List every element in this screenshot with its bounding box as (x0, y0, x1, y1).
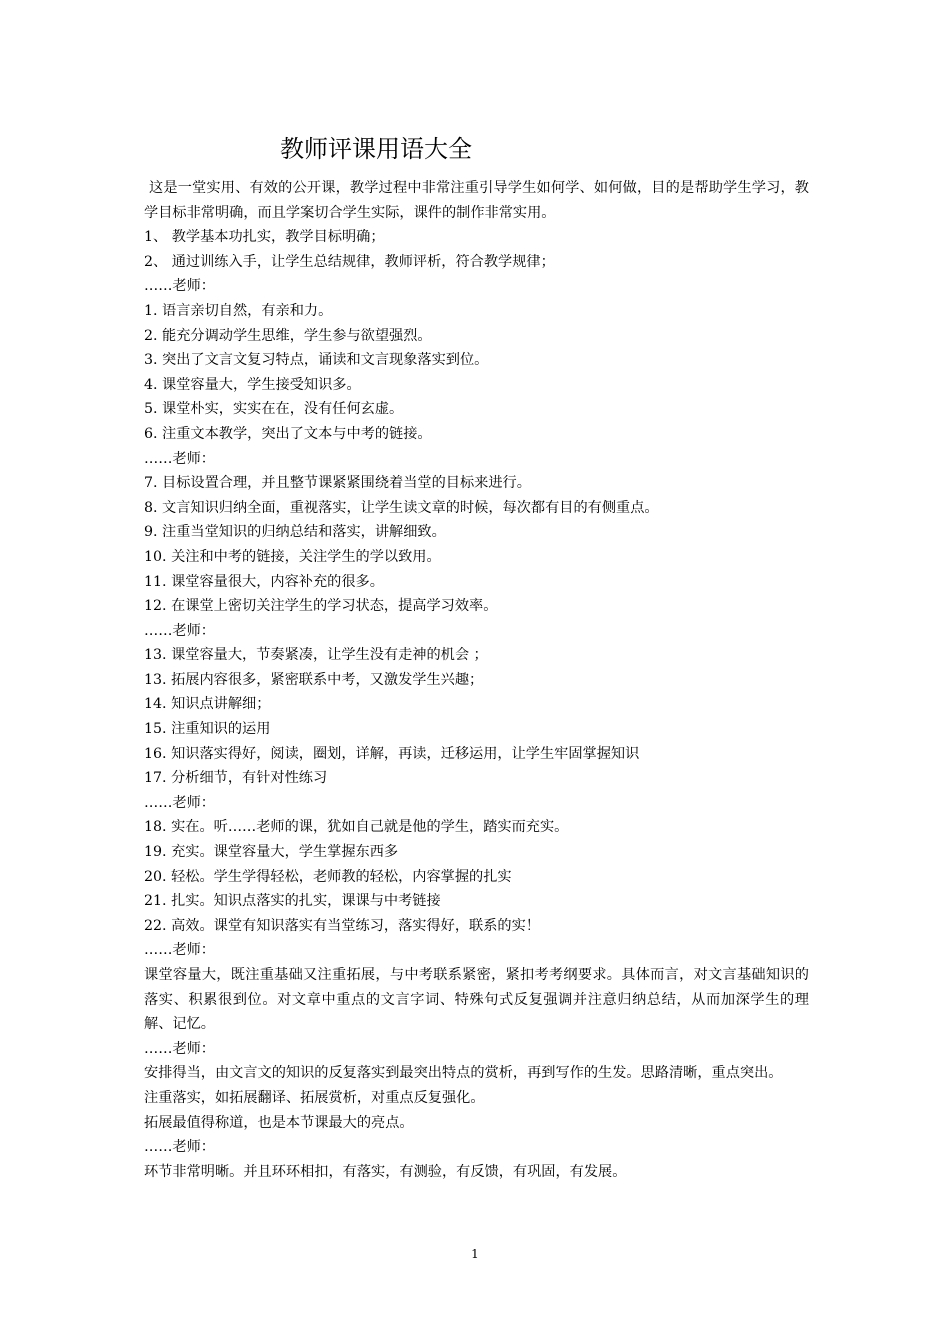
list-item: 14. 知识点讲解细； (144, 696, 271, 713)
page-number: 1 (471, 1247, 479, 1261)
intro-paragraph: 这是一堂实用、有效的公开课，教学过程中非常注重引导学生如何学、如何做，目的是帮助学生学习，教学目标非常明确，而且学案切合学生实际，课件的制作非常实用。 (144, 180, 809, 221)
paragraph-a: 课堂容量大，既注重基础又注重拓展，与中考联系紧密，紧扣考考纲要求。具体而言，对文言基础知识的落实、积累很到位。对文章中重点的文言字词、特殊句式反复强调并注意归纳总结，从而加深学生的理解、记忆。 (144, 967, 809, 1033)
teacher-label: ……老师： (144, 450, 215, 467)
paragraph-b: 安排得当，由文言文的知识的反复落实到最突出特点的赏析，再到写作的生发。思路清晰，重点突出。 (144, 1065, 783, 1082)
list-item: 9. 注重当堂知识的归纳总结和落实，讲解细致。 (144, 524, 446, 541)
list-item: 8. 文言知识归纳全面，重视落实，让学生读文章的时候，每次都有目的有侧重点。 (144, 499, 659, 516)
list-item: 16. 知识落实得好，阅读，圈划，详解，再读，迁移运用，让学生牢固掌握知识 (144, 745, 640, 762)
teacher-label: ……老师： (144, 622, 215, 639)
list-item: 7. 目标设置合理，并且整节课紧紧围绕着当堂的目标来进行。 (144, 475, 531, 492)
comment-line: 环节非常明晰。并且环环相扣，有落实，有测验，有反馈，有巩固，有发展。 (144, 1163, 627, 1180)
teacher-label: ……老师： (144, 794, 215, 811)
list-item: 10. 关注和中考的链接，关注学生的学以致用。 (144, 548, 441, 565)
list-item: 3. 突出了文言文复习特点，诵读和文言现象落实到位。 (144, 352, 489, 369)
list-item: 1、 教学基本功扎实，教学目标明确； (144, 229, 385, 246)
list-item: 4. 课堂容量大，学生接受知识多。 (144, 376, 361, 393)
list-item: 2. 能充分调动学生思维，学生参与欲望强烈。 (144, 327, 432, 344)
document-body (144, 176, 809, 1184)
list-item: 6. 注重文本教学，突出了文本与中考的链接。 (144, 425, 432, 442)
list-item: 1. 语言亲切自然，有亲和力。 (144, 302, 333, 319)
list-item: 13. 拓展内容很多，紧密联系中考，又激发学生兴趣； (144, 671, 484, 688)
comment-line: 注重落实，如拓展翻译、拓展赏析，对重点反复强化。 (144, 1089, 485, 1106)
list-item: 21. 扎实。知识点落实的扎实，课课与中考链接 (144, 893, 441, 910)
list-item: 17. 分析细节，有针对性练习 (144, 770, 328, 787)
list-item: 13. 课堂容量大，节奏紧凑，让学生没有走神的机会 ； (144, 647, 488, 664)
list-item: 12. 在课堂上密切关注学生的学习状态，提高学习效率。 (144, 598, 498, 615)
teacher-label: ……老师： (144, 1139, 215, 1156)
comment-list (144, 225, 809, 963)
list-item: 5. 课堂朴实，实实在在，没有任何玄虚。 (144, 401, 404, 418)
list-item: 2、 通过训练入手，让学生总结规律，教师评析，符合教学规律； (144, 253, 555, 270)
teacher-label: ……老师： (144, 1040, 215, 1057)
teacher-label: ……老师： (144, 278, 215, 295)
list-item: 20. 轻松。学生学得轻松，老师教的轻松，内容掌握的扎实 (144, 868, 512, 885)
list-item: 15. 注重知识的运用 (144, 721, 271, 738)
list-item: 19. 充实。课堂容量大，学生掌握东西多 (144, 844, 399, 861)
list-item: 18. 实在。听……老师的课，犹如自己就是他的学生，踏实而充实。 (144, 819, 569, 836)
comment-line: 拓展最值得称道，也是本节课最大的亮点。 (144, 1114, 414, 1131)
document-title: 教师评课用语大全 (280, 135, 472, 163)
list-item: 11. 课堂容量很大，内容补充的很多。 (144, 573, 384, 590)
list-item: 22. 高效。课堂有知识落实有当堂练习，落实得好，联系的实！ (144, 917, 540, 934)
teacher-label: ……老师： (144, 942, 215, 959)
